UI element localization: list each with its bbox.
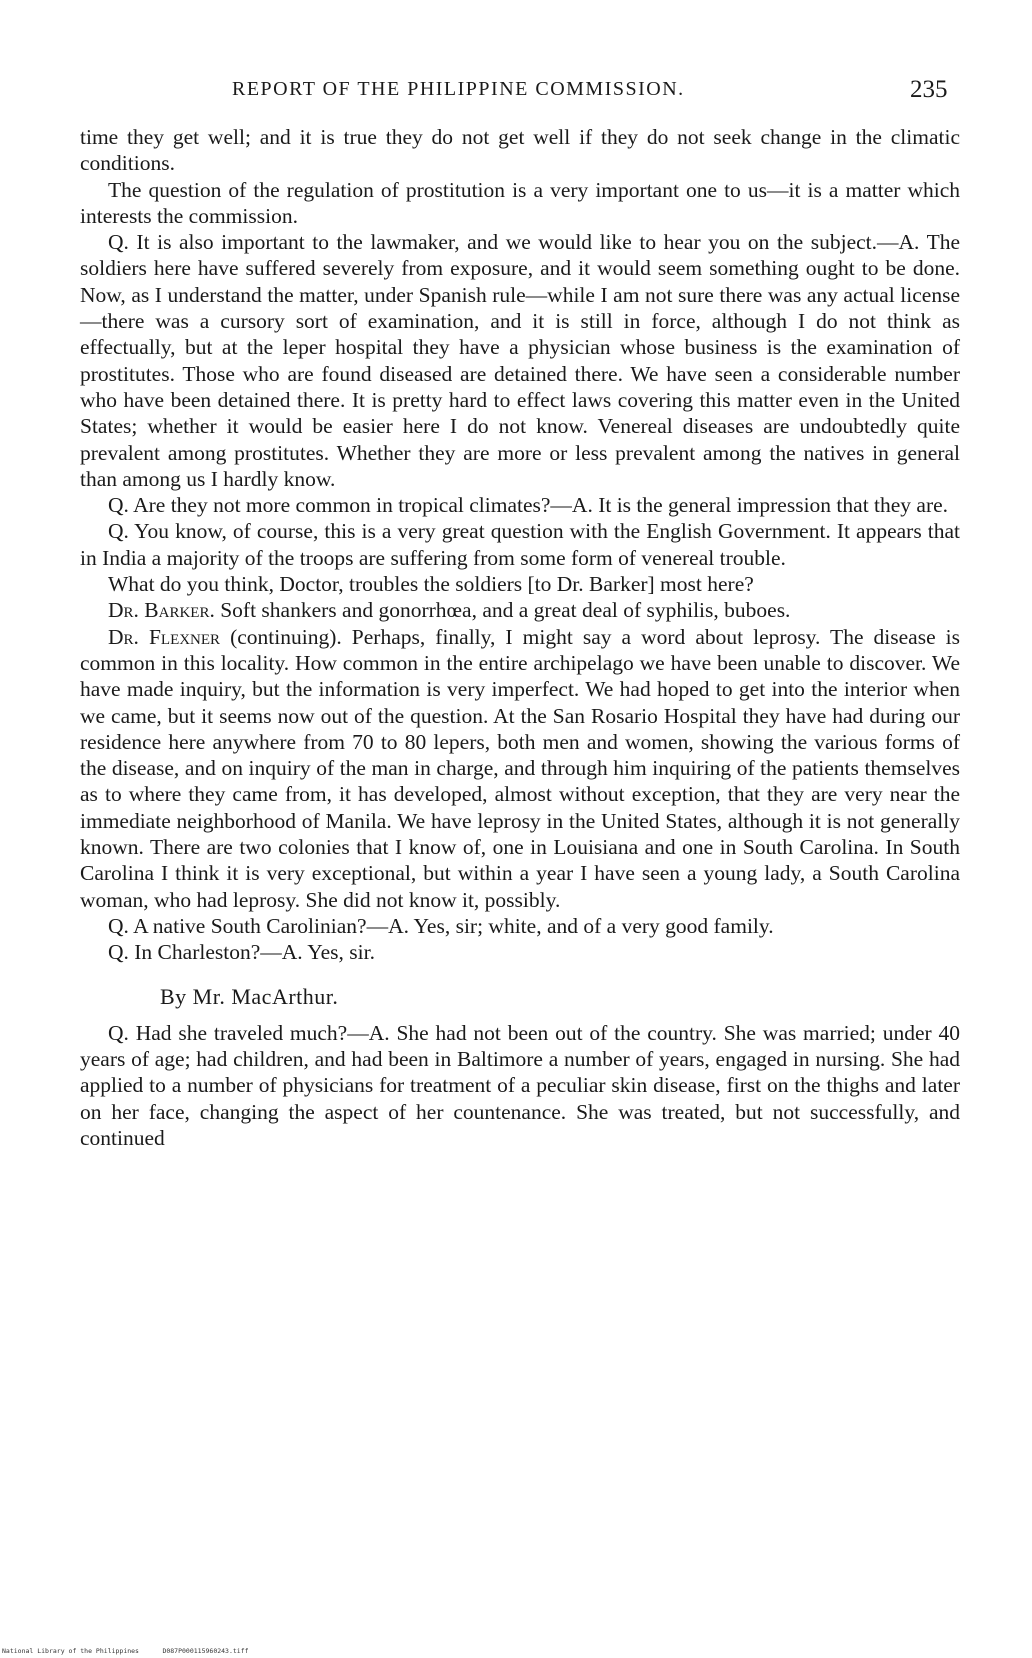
section-byline: By Mr. MacArthur. bbox=[160, 983, 339, 1009]
barker-paragraph bbox=[80, 597, 960, 623]
speech-text: Soft shankers and gonorrhœa, and a great deal of syphilis, buboes. bbox=[220, 598, 791, 623]
running-header: REPORT OF THE PHILIPPINE COMMISSION. bbox=[232, 78, 685, 100]
scan-footer: National Library of the Philippines D087P000115960243.tiff bbox=[2, 1647, 249, 1655]
speaker-name: Dr. Barker. bbox=[108, 598, 215, 623]
paragraph: Q. It is also important to the lawmaker, and we would like to hear you on the subject.—A. The soldiers here have suffered severely from exposure, and it would seem something ought to be done. Now, as I understand the matter, under Spanish rule—while I am not sure there was any actual license—there was a cursory sort of examination, and it is still in force, although I do not think as effectually, but at the leper hospital they have a physician whose business is the examination of prostitutes. Those who are found diseased are detained there. We have seen a considerable number who have been detained there. It is pretty hard to effect laws covering this matter even in the United States; whether it would be easier here I do not know. Venereal diseases are undoubtedly quite prevalent among prostitutes. Whether they are more or less prevalent among the natives in general than among us I hardly know. bbox=[80, 230, 960, 491]
body-text bbox=[80, 124, 960, 1151]
speech-text: (continuing). Perhaps, finally, I might say a word about leprosy. The disease is common in this locality. How common in the entire archipelago we have been unable to discover. We have made inquiry, but the information is very imperfect. We had hoped to get into the interior when we came, but it seems now out of the question. At the San Rosario Hospital they have had during our residence here anywhere from 70 to 80 lepers, both men and women, showing the various forms of the disease, and on inquiry of the man in charge, and through him inquiring of the patients themselves as to where they came from, it has developed, almost without exception, that they are very near the immediate neighborhood of Manila. We have leprosy in the United States, although it is not generally known. There are two colonies that I know of, one in Louisiana and one in South Carolina. In South Carolina I think it is very exceptional, but within a year I have seen a young lady, a South Carolina woman, who had leprosy. She did not know it, possibly. bbox=[80, 624, 960, 912]
paragraph: What do you think, Doctor, troubles the soldiers [to Dr. Barker] most here? bbox=[108, 572, 754, 597]
paragraph: The question of the regulation of prostitution is a very important one to us—it is a matter which interests the commission. bbox=[80, 177, 960, 228]
paragraph: time they get well; and it is true they do not get well if they do not seek change in the climatic conditions. bbox=[80, 125, 960, 176]
page-number: 235 bbox=[910, 76, 948, 103]
paragraph: Q. Are they not more common in tropical climates?—A. It is the general impression that they are. bbox=[108, 493, 949, 518]
paragraph: Q. A native South Carolinian?—A. Yes, sir; white, and of a very good family. bbox=[108, 913, 774, 938]
paragraph: Q. You know, of course, this is a very great question with the English Government. It appears that in India a majority of the troops are suffering from some form of venereal trouble. bbox=[80, 519, 960, 570]
paragraph: Q. Had she traveled much?—A. She had not been out of the country. She was married; under 40 years of age; had children, and had been in Baltimore a number of years, engaged in nursing. She had applied to a number of physicians for treatment of a peculiar skin disease, first on the thighs and later on her face, changing the aspect of her countenance. She was treated, but not successfully, and continued bbox=[80, 1020, 960, 1150]
paragraph: Q. In Charleston?—A. Yes, sir. bbox=[108, 940, 375, 965]
flexner-paragraph bbox=[80, 624, 960, 913]
speaker-name: Dr. Flexner bbox=[108, 624, 221, 649]
